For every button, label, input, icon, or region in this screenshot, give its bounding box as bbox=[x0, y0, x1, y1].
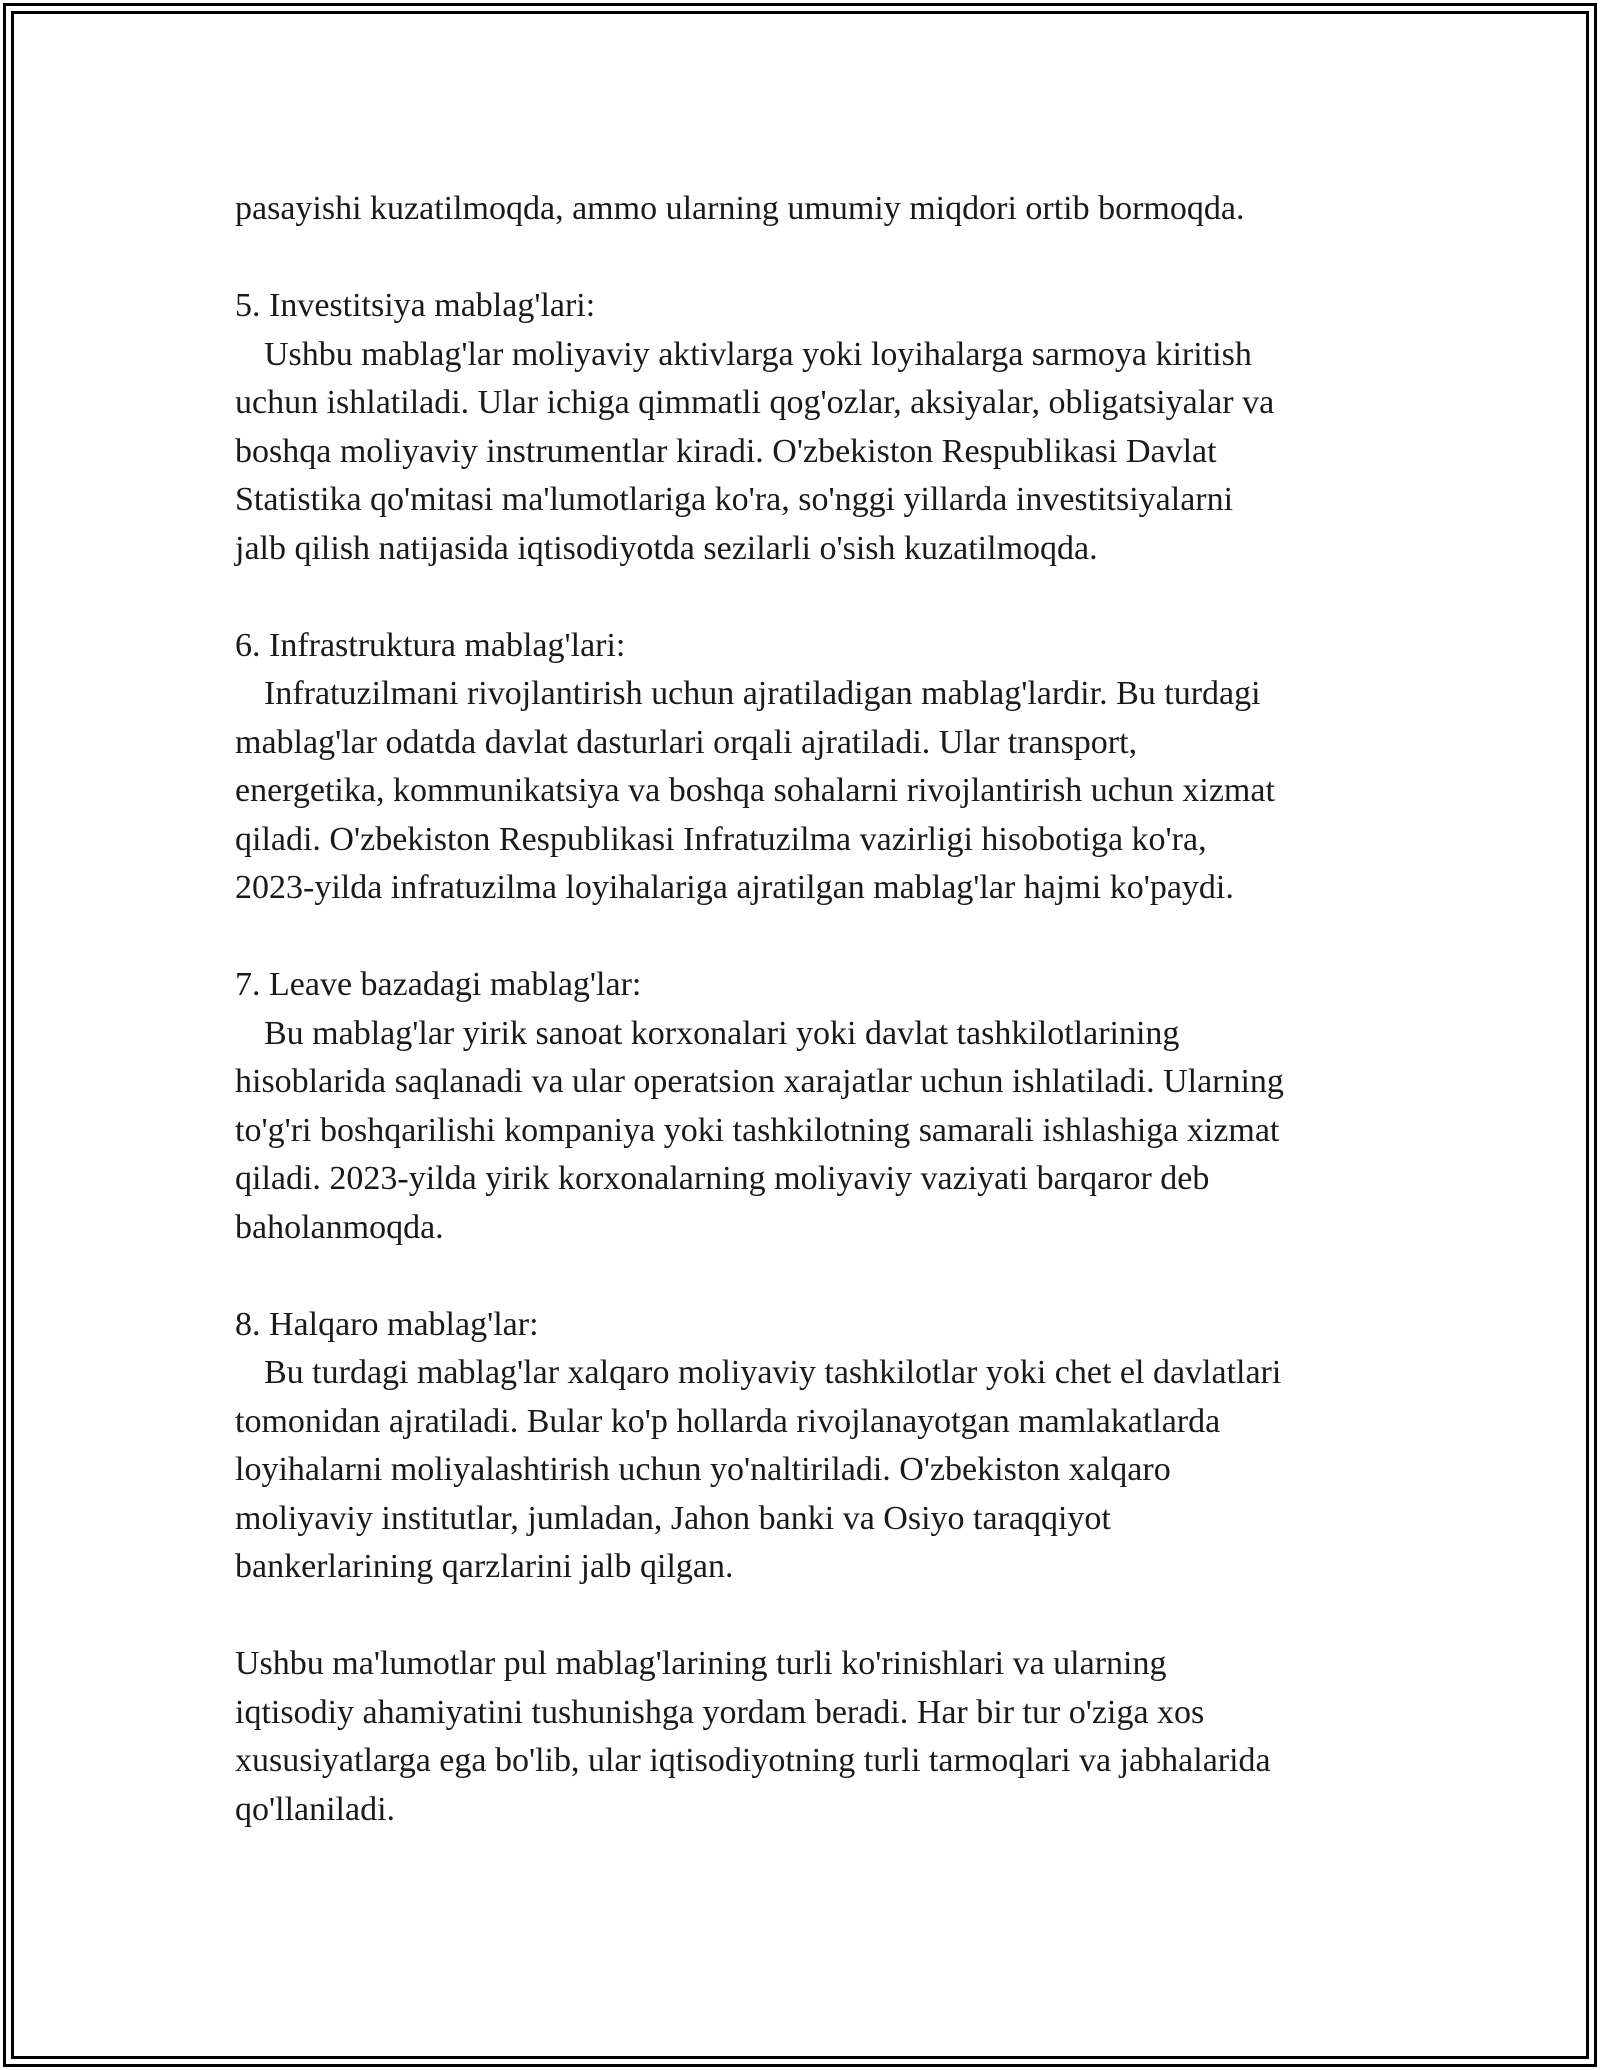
section-text-line: Statistika qo'mitasi ma'lumotlariga ko'ra, so'nggi yillarda investitsiyalarni bbox=[235, 481, 1234, 518]
section-text-line: boshqa moliyaviy instrumentlar kiradi. O'zbekiston Respublikasi Davlat bbox=[235, 432, 1217, 470]
section-text-line: tomonidan ajratiladi. Bular ko'p hollarda rivojlanayotgan mamlakatlarda bbox=[235, 1402, 1221, 1440]
conclusion-text-line: iqtisodiy ahamiyatini tushunishga yordam beradi. Har bir tur o'ziga xos bbox=[235, 1693, 1205, 1731]
paragraph-gap bbox=[235, 573, 1415, 622]
conclusion-text-line: xususiyatlarga ega bo'lib, ular iqtisodiyotning turli tarmoqlari va jabhalarida bbox=[235, 1742, 1271, 1779]
section-text-line: energetika, kommunikatsiya va boshqa sohalarni rivojlantirish uchun xizmat bbox=[235, 772, 1275, 809]
section-investitsiya bbox=[235, 282, 1415, 573]
section-infrastruktura bbox=[235, 622, 1415, 913]
paragraph-gap bbox=[235, 1592, 1415, 1641]
section-heading: 8. Halqaro mablag'lar: bbox=[235, 1305, 539, 1343]
section-text-line: Ushbu mablag'lar moliyaviy aktivlarga yoki loyihalarga sarmoya kiritish bbox=[264, 335, 1252, 373]
conclusion-text-line: Ushbu ma'lumotlar pul mablag'larining turli ko'rinishlari va ularning bbox=[235, 1645, 1167, 1682]
paragraph-gap bbox=[235, 1252, 1415, 1301]
section-heading: 5. Investitsiya mablag'lari: bbox=[235, 287, 596, 324]
section-text-line: Infratuzilmani rivojlantirish uchun ajratiladigan mablag'lardir. Bu turdagi bbox=[264, 675, 1261, 712]
section-text-line: moliyaviy institutlar, jumladan, Jahon banki va Osiyo taraqqiyot bbox=[235, 1499, 1111, 1537]
section-leave-baza bbox=[235, 961, 1415, 1252]
paragraph-gap bbox=[235, 913, 1415, 962]
conclusion-text-line: qo'llaniladi. bbox=[235, 1790, 396, 1828]
intro-continuation-line: pasayishi kuzatilmoqda, ammo ularning umumiy miqdori ortib bormoqda. bbox=[235, 190, 1245, 227]
section-text-line: mablag'lar odatda davlat dasturlari orqali ajratiladi. Ular transport, bbox=[235, 723, 1138, 761]
section-text-line: 2023-yilda infratuzilma loyihalariga ajratilgan mablag'lar hajmi ko'paydi. bbox=[235, 869, 1234, 906]
document-body bbox=[235, 185, 1415, 1834]
section-text-line: bankerlarining qarzlarini jalb qilgan. bbox=[235, 1548, 734, 1585]
section-text-line: baholanmoqda. bbox=[235, 1208, 444, 1246]
section-text-line: Bu turdagi mablag'lar xalqaro moliyaviy tashkilotlar yoki chet el davlatlari bbox=[264, 1354, 1282, 1391]
section-text-line: loyihalarni moliyalashtirish uchun yo'naltiriladi. O'zbekiston xalqaro bbox=[235, 1451, 1171, 1488]
conclusion-paragraph bbox=[235, 1640, 1415, 1834]
section-halqaro bbox=[235, 1301, 1415, 1592]
section-text-line: qiladi. 2023-yilda yirik korxonalarning moliyaviy vaziyati barqaror deb bbox=[235, 1160, 1210, 1197]
section-text-line: jalb qilish natijasida iqtisodiyotda sezilarli o'sish kuzatilmoqda. bbox=[235, 529, 1098, 567]
section-text-line: qiladi. O'zbekiston Respublikasi Infratuzilma vazirligi hisobotiga ko'ra, bbox=[235, 820, 1207, 858]
section-heading: 6. Infrastruktura mablag'lari: bbox=[235, 626, 626, 664]
section-text-line: uchun ishlatiladi. Ular ichiga qimmatli qog'ozlar, aksiyalar, obligatsiyalar va bbox=[235, 384, 1275, 421]
section-heading: 7. Leave bazadagi mablag'lar: bbox=[235, 966, 642, 1003]
section-text-line: to'g'ri boshqarilishi kompaniya yoki tashkilotning samarali ishlashiga xizmat bbox=[235, 1111, 1280, 1149]
section-text-line: hisoblarida saqlanadi va ular operatsion xarajatlar uchun ishlatiladi. Ularning bbox=[235, 1063, 1284, 1100]
section-text-line: Bu mablag'lar yirik sanoat korxonalari yoki davlat tashkilotlarining bbox=[264, 1014, 1180, 1052]
paragraph-gap bbox=[235, 234, 1415, 283]
